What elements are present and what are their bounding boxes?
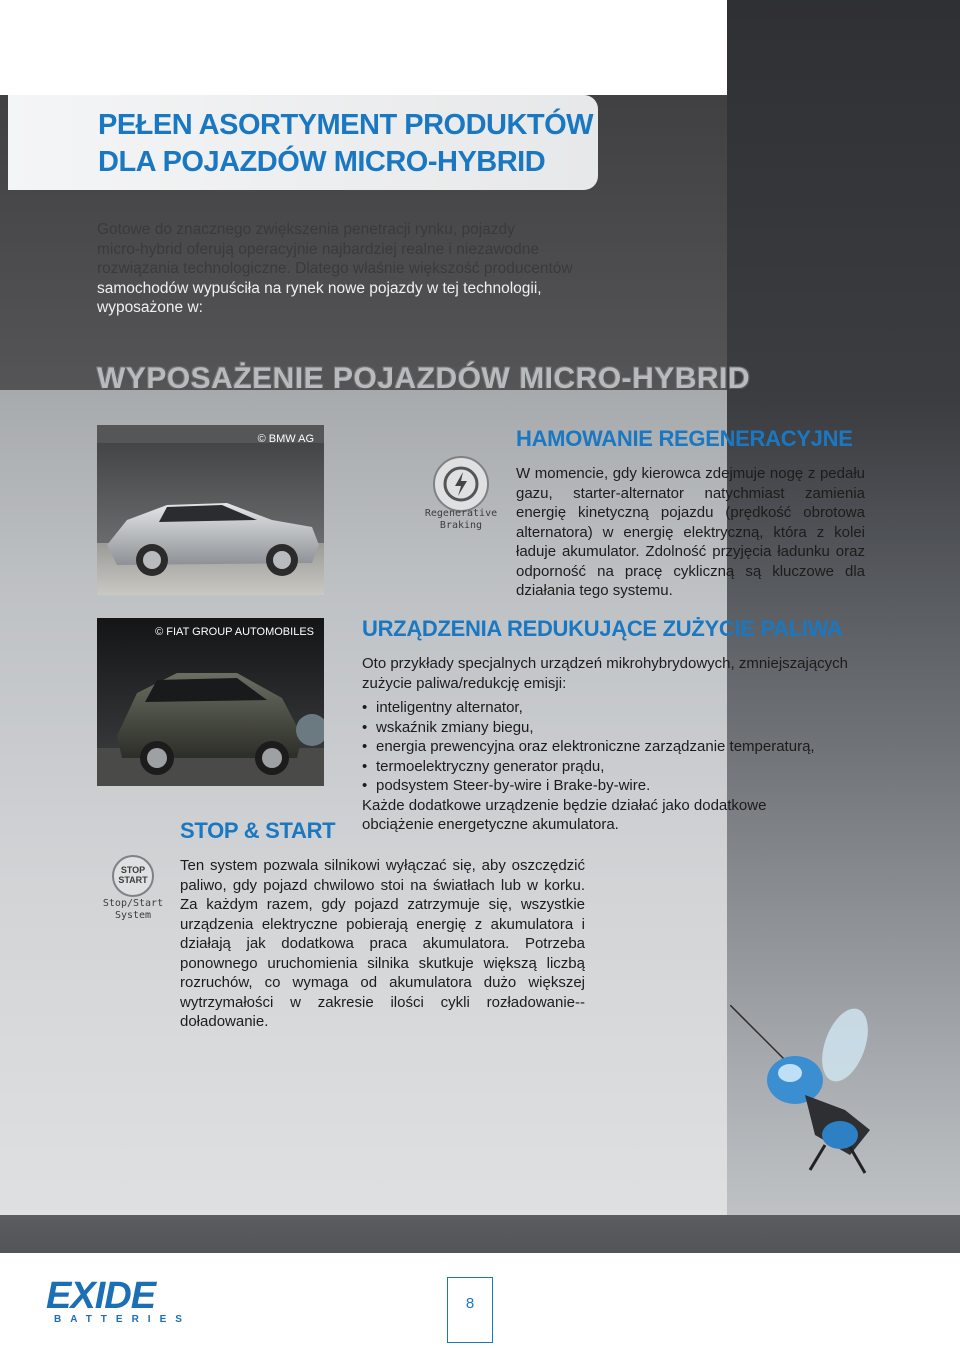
list-item: • podsystem Steer-by-wire i Brake-by-wire. (362, 776, 872, 796)
intro-line: Gotowe do znacznego zwiększenia penetracji rynku, pojazdy (97, 221, 515, 238)
icon-caption-line: Regenerative (424, 508, 498, 519)
stopstart-text: Ten system pozwala silnikowi wyłączać się, aby oszczędzić paliwo, gdy pojazd chwilowo stoi na światłach lub w korku. Za każdym razem, gdy pojazd zatrzymuje się, wszystkie urządzenia elektryczne pobierają energię z akumulatora i działają jak dodatkowa praca akumulatora. Potrzeba ponownego uruchomienia silnika skutkuje większą liczbą rozruchów, co wymaga od akumulatora dużo większej wytrzymałości w zakresie ilości cykli rozładowanie--doładowanie. (180, 857, 585, 1030)
photo-credit-bmw: © BMW AG (257, 433, 314, 445)
section-title: WYPOSAŻENIE POJAZDÓW MICRO-HYBRID (97, 362, 751, 395)
fuel-section (362, 654, 872, 835)
logo-wordmark: EXIDE (46, 1275, 156, 1317)
icon-caption-line: Braking (439, 520, 483, 531)
regenerative-icon-caption (421, 508, 501, 532)
page-title-line-2: DLA POJAZDÓW MICRO-HYBRID (98, 146, 546, 178)
bmw-car-image (97, 425, 324, 595)
list-item: • energia prewencyjna oraz elektroniczne zarządzanie temperaturą, (362, 737, 872, 757)
lightning-icon (435, 458, 487, 510)
icon-caption-line: Stop/Start (102, 898, 164, 909)
stopstart-icon-caption (93, 898, 173, 922)
fiat-car-image (97, 618, 324, 786)
icon-caption-line: System (114, 910, 152, 921)
list-item: • wskaźnik zmiany biegu, (362, 718, 872, 738)
fuel-device-list (362, 698, 872, 796)
regen-heading: HAMOWANIE REGENERACYJNE (516, 426, 853, 451)
stopstart-heading: STOP & START (180, 818, 336, 843)
fiat-car-photo (97, 618, 324, 786)
robot-insect-illustration (730, 1005, 890, 1175)
top-white-margin (0, 0, 727, 95)
stop-start-icon (112, 855, 154, 897)
page-number: 8 (447, 1277, 493, 1343)
page-title-line-1: PEŁEN ASORTYMENT PRODUKTÓW (98, 109, 594, 141)
photo-credit-fiat: © FIAT GROUP AUTOMOBILES (155, 626, 314, 638)
title-panel (8, 95, 598, 190)
regenerative-braking-icon (433, 456, 489, 512)
intro-line: samochodów wypuściła na rynek nowe pojazdy w tej technologii, (97, 279, 542, 297)
intro-line: rozwiązania technologiczne. Dlatego właśnie większość producentów (97, 260, 573, 277)
fuel-heading: URZĄDZENIA REDUKUJĄCE ZUŻYCIE PALIWA (362, 616, 843, 641)
list-item: • inteligentny alternator, (362, 698, 872, 718)
exide-logo (46, 1275, 191, 1325)
regen-text: W momencie, gdy kierowca zdejmuje nogę z pedału gazu, starter-alternator natychmiast zamienia energię kinetyczną pojazdu (prędkość obrotowa alternatora) w energię elektryczną, która z kolei ładuje akumulator. Zdolność przyjęcia ładunku oraz odporność na pracę cykliczną są kluczowe dla działania tego systemu. (516, 465, 865, 599)
fuel-intro: Oto przykłady specjalnych urządzeń mikrohybrydowych, zmniejszających zużycie paliwa/redukcję emisji: (362, 655, 849, 692)
list-item: • termoelektryczny generator prądu, (362, 757, 872, 777)
intro-line: wyposażone w: (97, 299, 203, 316)
robot-insect-image (730, 1005, 890, 1175)
intro-line: micro-hybrid oferują operacyjnie najbardziej realne i niezawodne (97, 240, 539, 258)
logo-subtitle: BATTERIES (54, 1314, 191, 1325)
fuel-outro: Każde dodatkowe urządzenie będzie działać jako dodatkowe obciążenie energetyczne akumulatora. (362, 796, 767, 833)
bmw-car-photo (97, 425, 324, 595)
intro-paragraph (97, 220, 594, 318)
start-label: START (118, 875, 148, 885)
stop-label: STOP (120, 865, 146, 875)
